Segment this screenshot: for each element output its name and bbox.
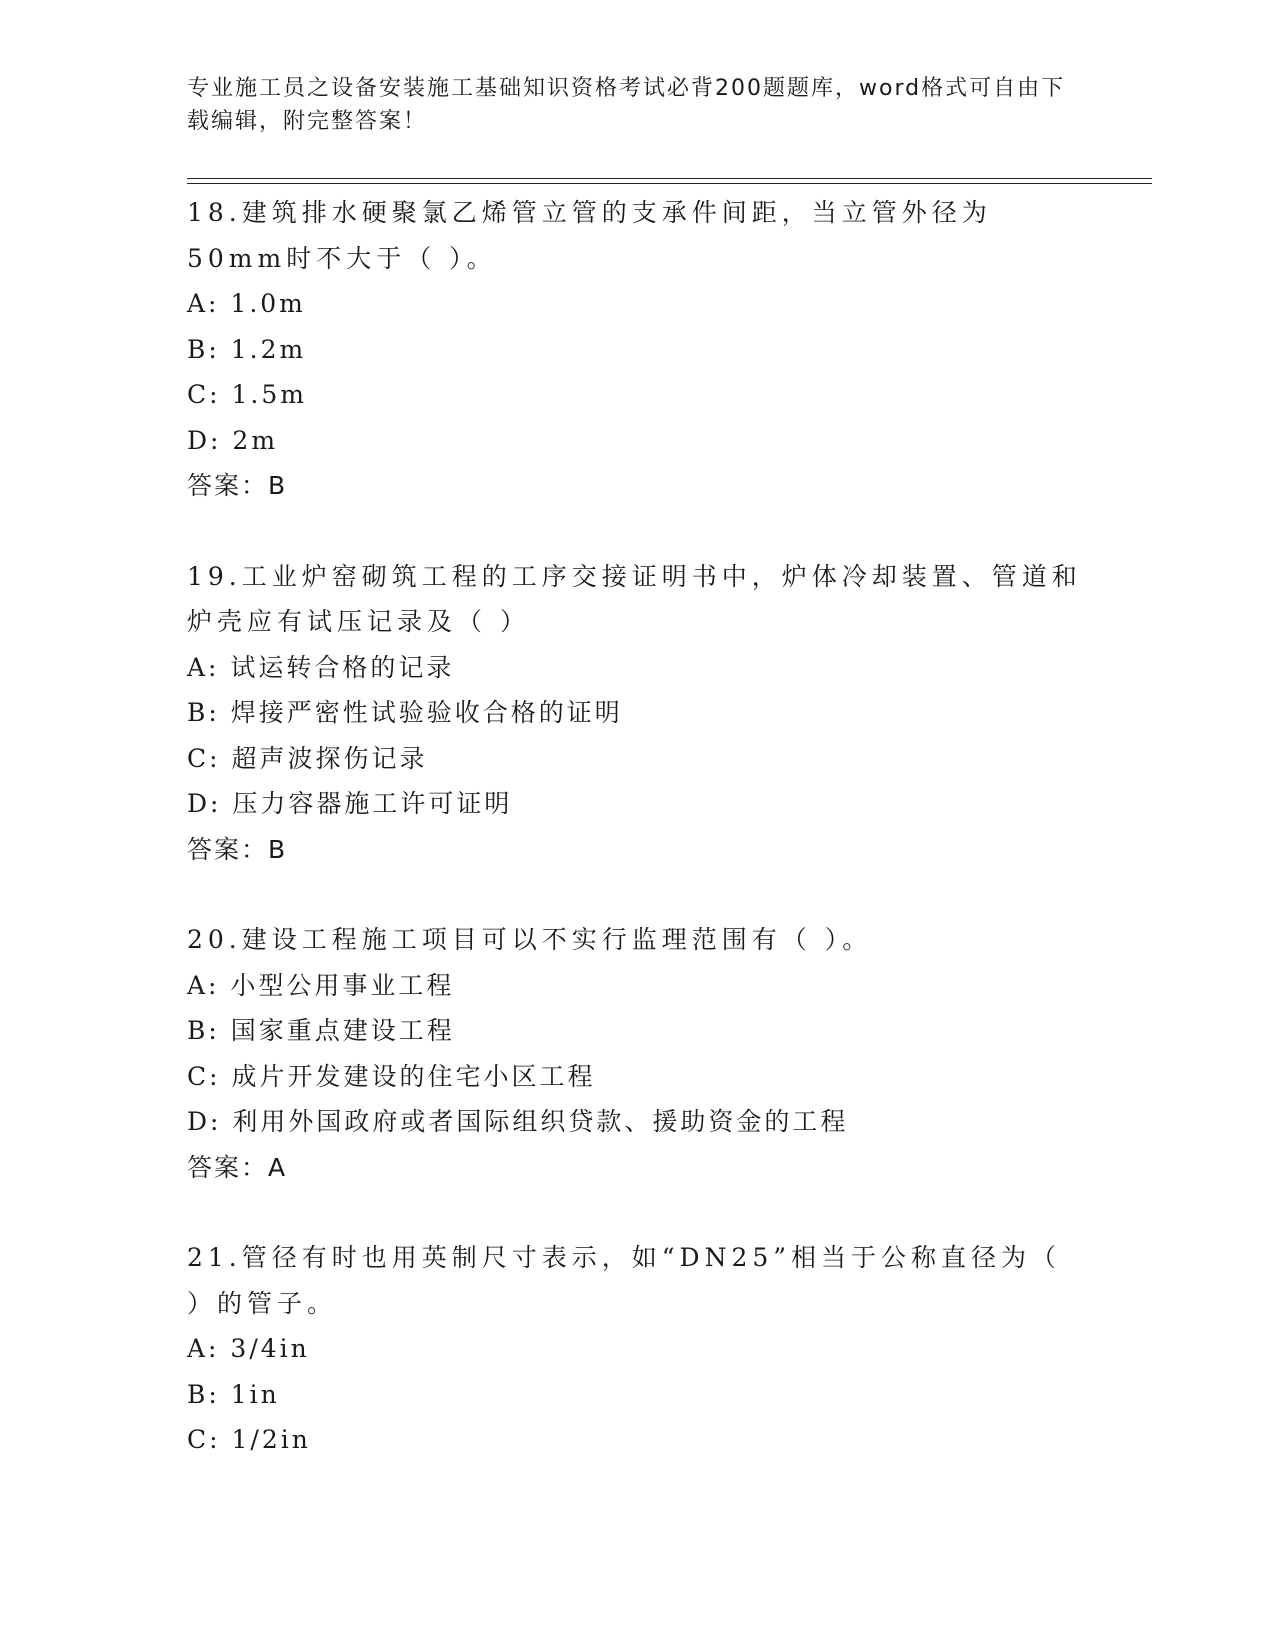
question-text: 19.工业炉窑砌筑工程的工序交接证明书中，炉体冷却装置、管道和炉壳应有试压记录及（ ） bbox=[187, 561, 1082, 636]
header-divider-bottom bbox=[187, 183, 1152, 184]
question-list bbox=[187, 190, 1087, 1508]
option-c: C: 成片开发建设的住宅小区工程 bbox=[187, 1061, 596, 1091]
question-19 bbox=[187, 554, 1087, 873]
answer-label: 答案：A bbox=[187, 1152, 288, 1182]
option-b: B: 1.2m bbox=[187, 334, 307, 364]
option-a: A: 3/4in bbox=[187, 1334, 310, 1363]
option-c: C: 1/2in bbox=[187, 1425, 311, 1454]
option-b: B: 焊接严密性试验验收合格的证明 bbox=[187, 698, 623, 727]
document-header: 专业施工员之设备安装施工基础知识资格考试必背200题题库，word格式可自由下载编辑，附完整答案！ bbox=[187, 76, 1066, 134]
question-text: 18.建筑排水硬聚氯乙烯管立管的支承件间距，当立管外径为50mm时不大于（ ）。 bbox=[187, 198, 992, 273]
option-c: C: 1.5m bbox=[187, 380, 307, 409]
option-a: A: 小型公用事业工程 bbox=[187, 970, 455, 1000]
answer-label: 答案：B bbox=[187, 834, 288, 864]
option-d: D: 利用外国政府或者国际组织贷款、援助资金的工程 bbox=[187, 1107, 849, 1136]
option-a: A: 试运转合格的记录 bbox=[187, 652, 455, 682]
option-b: B: 国家重点建设工程 bbox=[187, 1016, 455, 1045]
option-c: C: 超声波探伤记录 bbox=[187, 743, 428, 773]
option-b: B: 1in bbox=[187, 1379, 280, 1409]
option-d: D: 压力容器施工许可证明 bbox=[187, 789, 513, 818]
question-text: 21.管径有时也用英制尺寸表示，如“DN25”相当于公称直径为（ ）的管子。 bbox=[187, 1243, 1062, 1318]
question-text: 20.建设工程施工项目可以不实行监理范围有（ ）。 bbox=[187, 925, 873, 954]
option-d: D: 2m bbox=[187, 425, 279, 455]
question-18 bbox=[187, 190, 1087, 509]
header-divider-top bbox=[187, 178, 1152, 179]
option-a: A: 1.0m bbox=[187, 289, 306, 318]
answer-label: 答案：B bbox=[187, 471, 288, 500]
question-20 bbox=[187, 917, 1087, 1190]
question-21 bbox=[187, 1235, 1087, 1463]
